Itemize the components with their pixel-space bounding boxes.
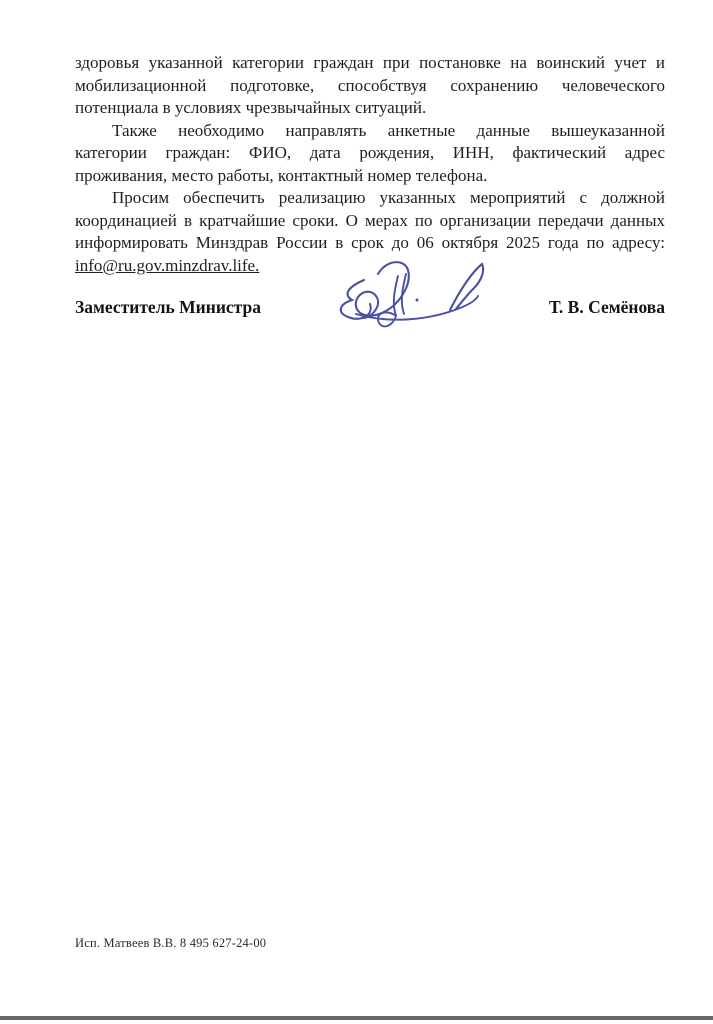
body-line: здоровья указанной категории граждан при постановке на воинский учет и [75,53,665,72]
body-line: Также необходимо направлять анкетные данные вышеуказанной [112,120,665,140]
body-line: мобилизационной подготовке, способствуя сохранению человеческого [75,75,665,95]
body-line: потенциала в условиях чрезвычайных ситуаций. [75,98,427,117]
signer-name: Т. В. Семёнова [549,297,665,317]
body-line: информировать Минздрав России в срок до 06 октября 2025 года по адресу: [75,233,665,252]
signature-row [75,297,665,318]
email-link[interactable]: info@ru.gov.minzdrav.life. [75,255,260,275]
signature-ink [320,252,505,337]
page-bottom-edge [0,1016,713,1020]
body-line: Просим обеспечить реализацию указанных мероприятий с должной [112,188,665,207]
executor-note: Исп. Матвеев В.В. 8 495 627-24-00 [75,936,267,950]
body-line: категории граждан: ФИО, дата рождения, ИНН, фактический адрес [75,143,665,162]
letter-body [75,52,665,277]
body-line: координацией в кратчайшие сроки. О мерах по организации передачи данных [75,210,665,230]
body-line: проживания, место работы, контактный номер телефона. [75,165,488,185]
signer-title: Заместитель Министра [75,297,261,317]
